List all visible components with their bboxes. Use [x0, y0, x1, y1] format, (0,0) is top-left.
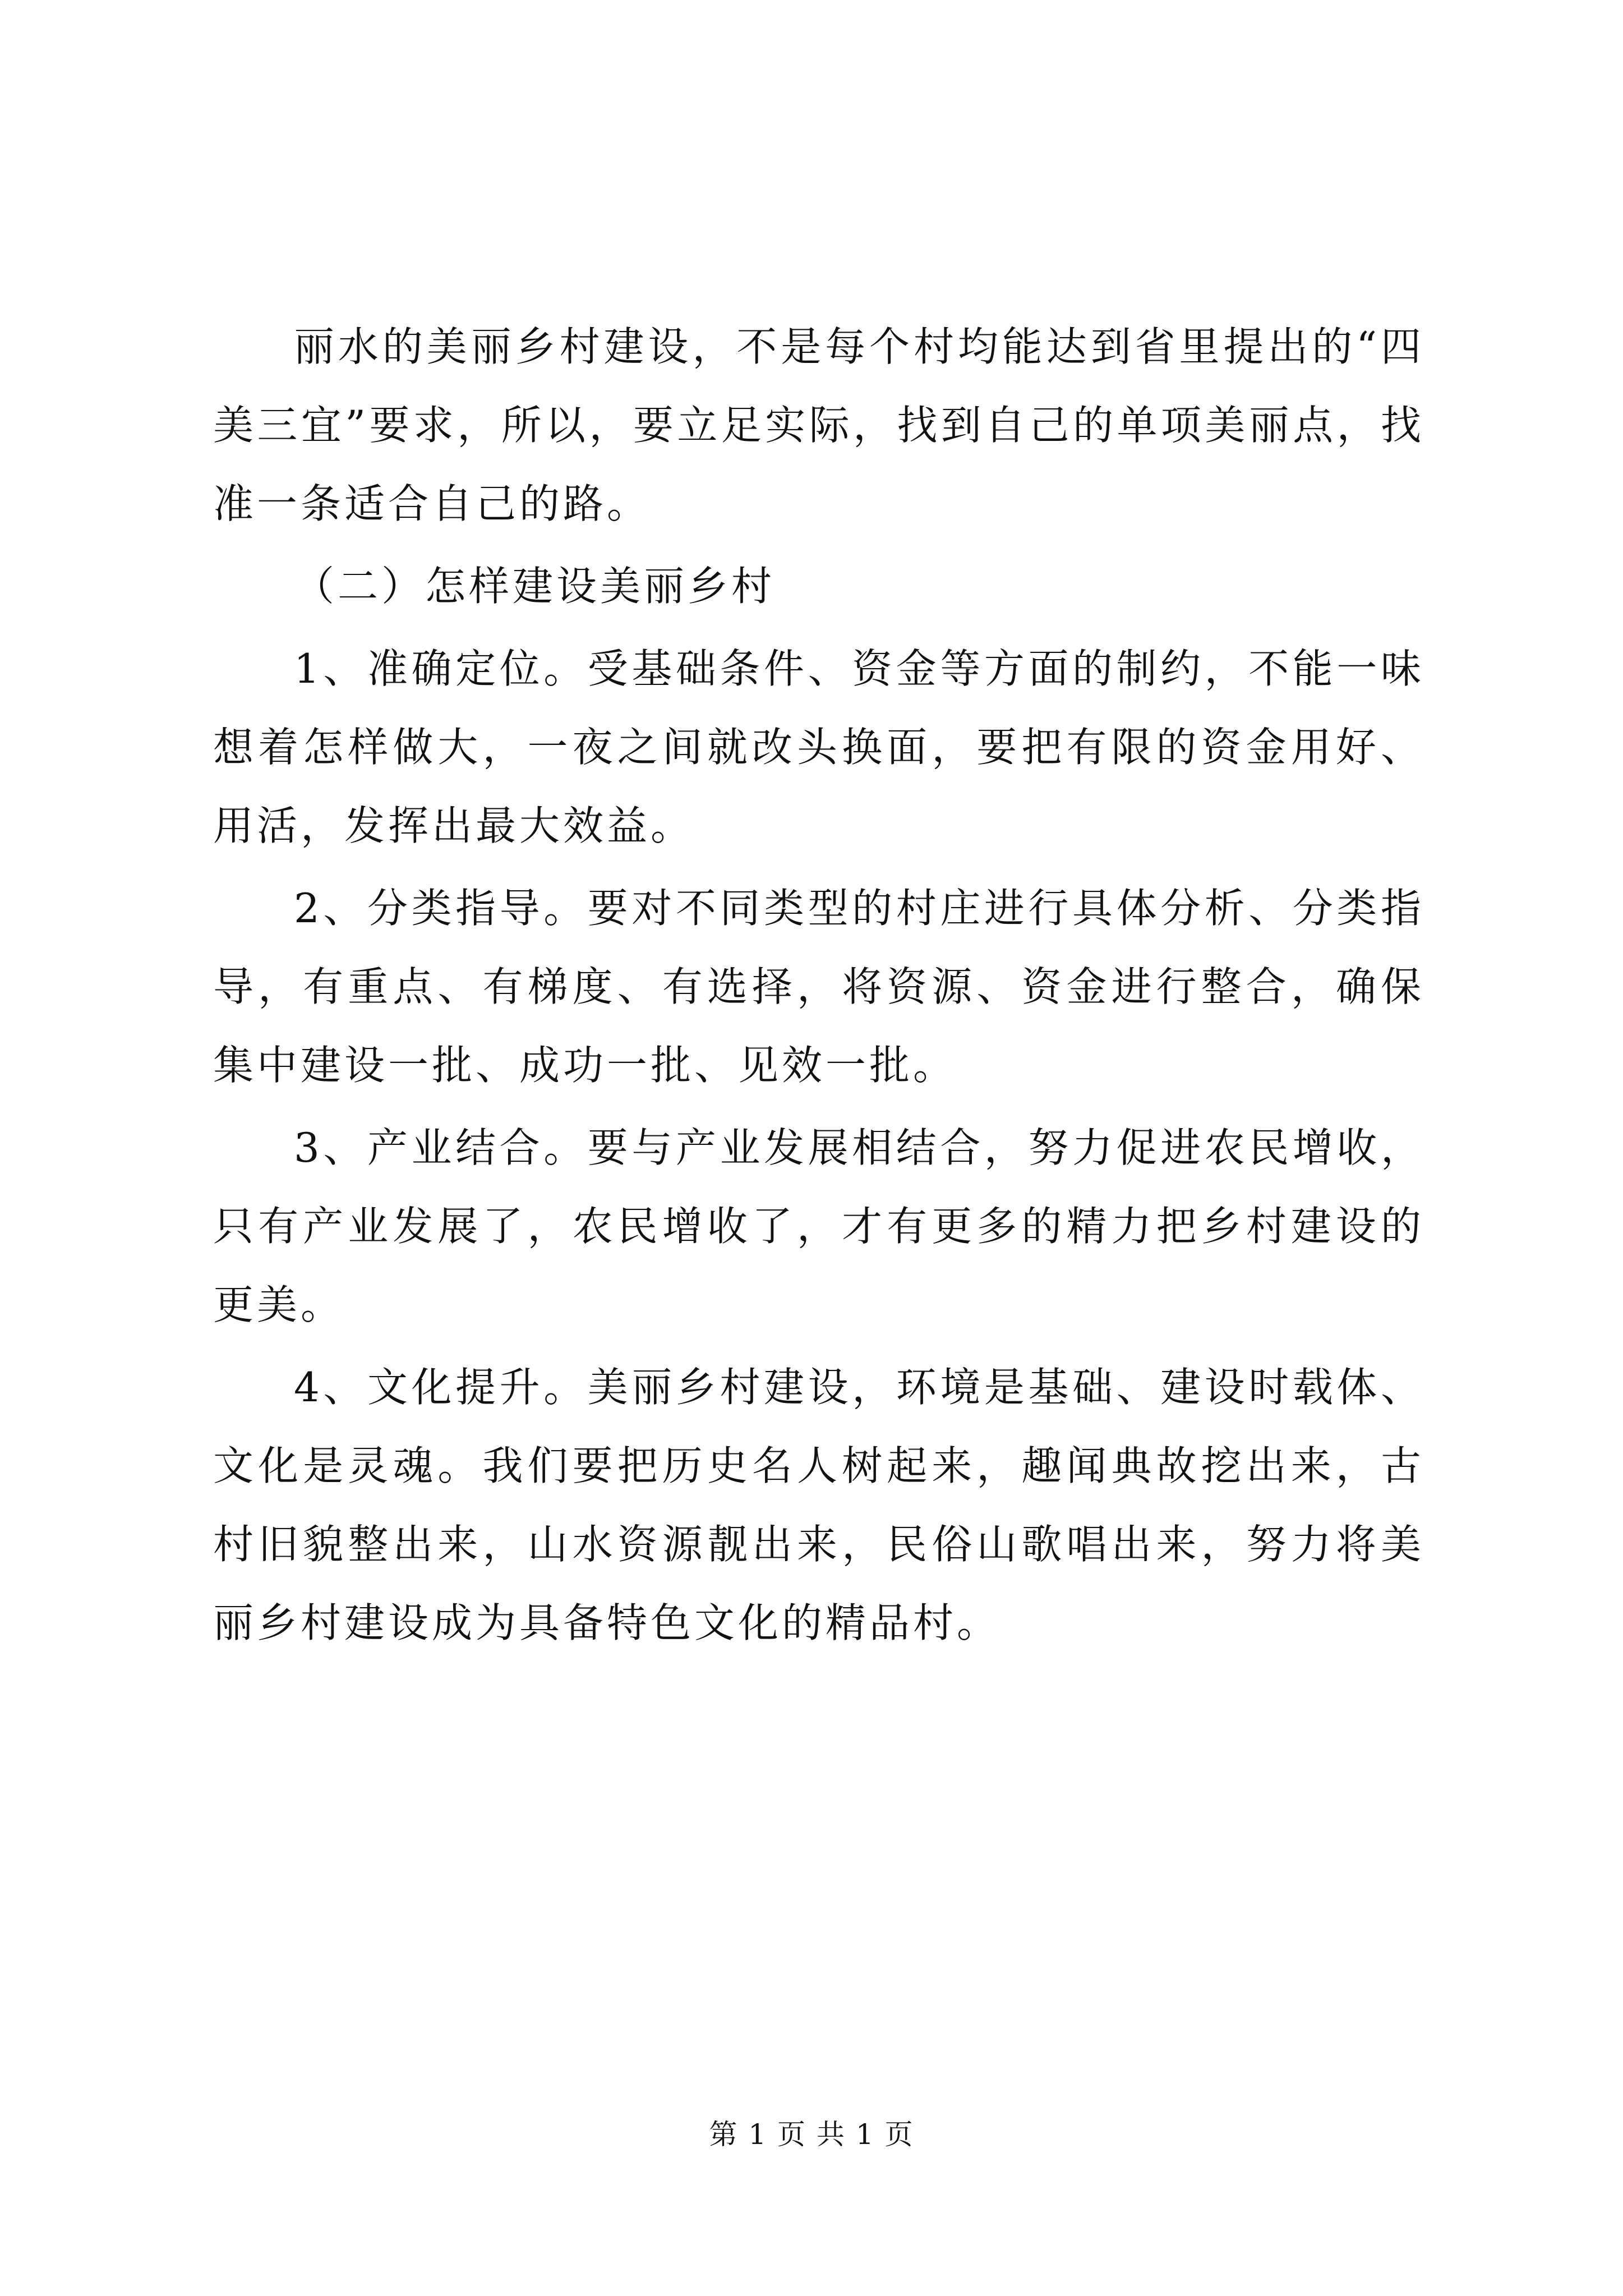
paragraph-culture: 4、文化提升。美丽乡村建设，环境是基础、建设时载体、文化是灵魂。我们要把历史名人树起来，趣闻典故挖出来，古村旧貌整出来，山水资源靓出来，民俗山歌唱出来，努力将美丽乡村建设成为具备特色文化的精品村。 — [213, 1364, 1424, 1646]
page-footer: 第 1 页 共 1 页 — [709, 2118, 914, 2151]
paragraph-industry: 3、产业结合。要与产业发展相结合，努力促进农民增收，只有产业发展了，农民增收了，才有更多的精力把乡村建设的更美。 — [213, 1124, 1424, 1328]
paragraph-guidance: 2、分类指导。要对不同类型的村庄进行具体分析、分类指导，有重点、有梯度、有选择，将资源、资金进行整合，确保集中建设一批、成功一批、见效一批。 — [213, 885, 1424, 1089]
section-heading: （二）怎样建设美丽乡村 — [294, 563, 776, 610]
paragraph-positioning: 1、准确定位。受基础条件、资金等方面的制约，不能一味想着怎样做大，一夜之间就改头换面，要把有限的资金用好、用活，发挥出最大效益。 — [213, 645, 1424, 849]
document-body — [213, 307, 1424, 1666]
paragraph-intro: 丽水的美丽乡村建设，不是每个村均能达到省里提出的“四美三宜”要求，所以，要立足实际，找到自己的单项美丽点，找准一条适合自己的路。 — [213, 323, 1424, 527]
